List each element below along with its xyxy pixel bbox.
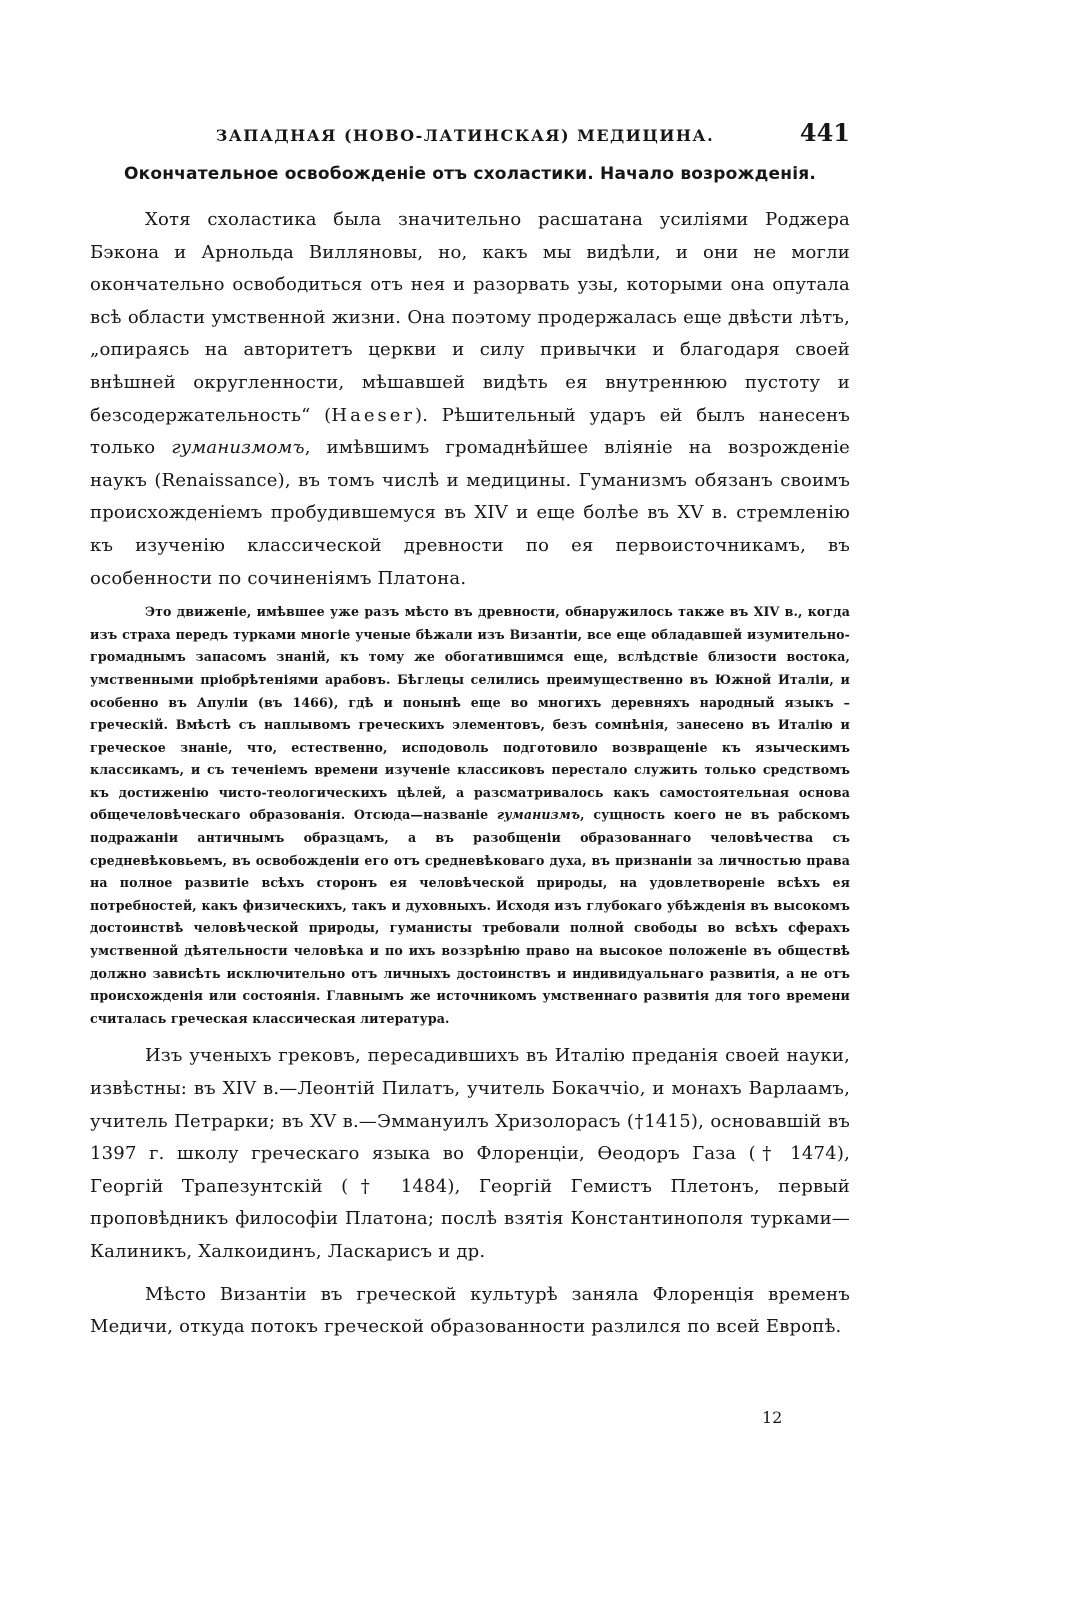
paragraph-1-text-c: , имѣвшимъ громаднѣйшее вліяніе на возрожденіе наукъ (Renaissance), въ томъ числѣ и медицины. Гуманизмъ обязанъ своимъ происхожденіемъ пробудившемуся въ XIV и еще болѣе въ XV в. стремленію къ изученію классической древности по ея первоисточникамъ, въ особенности по сочиненіямъ Платона. (90, 437, 851, 589)
running-head (90, 118, 850, 162)
italic-term: гуманизмомъ (171, 437, 305, 459)
page (90, 118, 850, 1344)
paragraph-1-text-a: Хотя схоластика была значительно расшатана усиліями Роджера Бэкона и Арнольда Вилляновы, но, какъ мы видѣли, и они не могли окончательно освободиться отъ нея и разорвать узы, которыми она опутала всѣ области умственной жизни. Она поэтому продержалась еще двѣсти лѣтъ, „опираясь на авторитетъ церкви и силу привычки и благодаря своей внѣшней округленности, мѣшавшей видѣть ея внутреннюю пустоту и безсодержательность“ ( (90, 209, 850, 426)
paragraph-1-text-b: ). Рѣшительный ударъ ей былъ нанесенъ только (90, 404, 850, 459)
section-heading: Окончательное освобожденіе отъ схоластики. Начало возрожденія. (123, 164, 817, 184)
paragraph-2-text-a: Это движеніе, имѣвшее уже разъ мѣсто въ древности, обнаружилось также въ XIV в., когда изъ страха передъ турками многіе ученые бѣжали изъ Византіи, все еще обладавшей изумительно-громаднымъ запасомъ знаній, къ тому же обогатившимся еще, вслѣдствіе близости востока, умственными пріобрѣтеніями арабовъ. Бѣглецы селились преимущественно въ Южной Италіи, и особенно въ Апуліи (въ 1466), гдѣ и понынѣ еще во многихъ деревняхъ народный языкъ – греческій. Вмѣстѣ съ наплывомъ греческихъ элементовъ, безъ сомнѣнія, занесено въ Италію и греческое знаніе, что, естественно, исподоволь подготовило возвращеніе къ языческимъ классикамъ, и съ теченіемъ времени изученіе классиковъ перестало служить только средствомъ къ достиженію чисто-теологическихъ цѣлей, а разсматривалось какъ самостоятельная основа общечеловѣческаго образованія. Отсюда—названіе (90, 604, 850, 823)
signature-mark: 12 (762, 1408, 783, 1427)
author-name: Haeser (331, 404, 415, 426)
paragraph-main-3: Изъ ученыхъ грековъ, пересадившихъ въ Италію преданія своей науки, извѣстны: въ XIV в.—Леонтій Пилатъ, учитель Бокаччіо, и монахъ Варлаамъ, учитель Петрарки; въ XV в.—Эммануилъ Хризолорасъ (†1415), основавшій въ 1397 г. школу греческаго языка во Флоренціи, Ѳеодоръ Газа († 1474), Георгій Трапезунтскій († 1484), Георгій Гемистъ Плетонъ, первый проповѣдникъ философіи Платона; послѣ взятія Константинополя турками—Калиникъ, Халкоидинъ, Ласкарисъ и др. (90, 1045, 850, 1262)
paragraph-small-print (90, 601, 850, 1030)
italic-term: гуманизмъ (496, 807, 581, 823)
running-title: ЗАПАДНАЯ (НОВО-ЛАТИНСКАЯ) МЕДИЦИНА. (215, 126, 715, 145)
paragraph-main-4: Мѣсто Византіи въ греческой культурѣ заняла Флоренція временъ Медичи, откуда потокъ греческой образованности разлился по всей Европѣ. (90, 1283, 850, 1338)
paragraph-2-text-b: , сущность коего не въ рабскомъ подражаніи античнымъ образцамъ, а въ разобщеніи образованнаго человѣчества съ средневѣковьемъ, въ освобожденіи его отъ средневѣковаго духа, въ признаніи за личностью права на полное развитіе всѣхъ сторонъ ея человѣческой природы, на удовлетвореніе всѣхъ ея потребностей, какъ физическихъ, такъ и духовныхъ. Исходя изъ глубокаго убѣжденія въ высокомъ достоинствѣ человѣческой природы, гуманисты требовали полной свободы во всѣхъ сферахъ умственной дѣятельности человѣка и по ихъ воззрѣнію право на высокое положеніе въ обществѣ должно зависѣть исключительно отъ личныхъ достоинствъ и индивидуальнаго развитія, а не отъ происхожденія или состоянія. Главнымъ же источникомъ умственнаго развитія для того времени считалась греческая классическая литература. (90, 807, 851, 1026)
paragraph-main-1 (90, 204, 850, 595)
page-number: 441 (799, 118, 850, 147)
